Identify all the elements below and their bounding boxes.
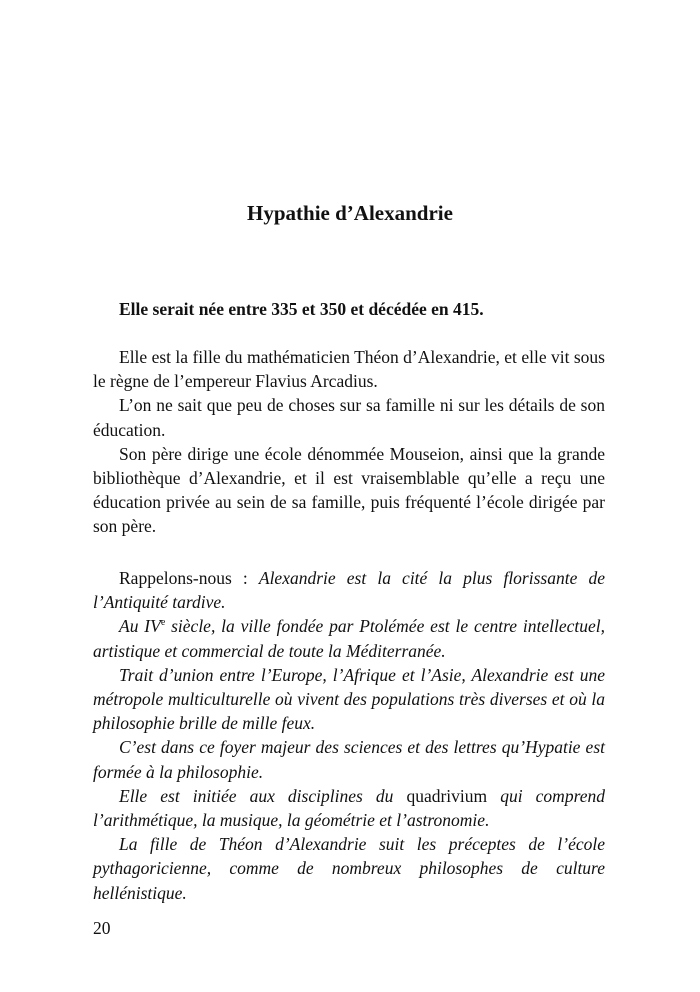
- paragraph-fourth-century: [93, 614, 605, 662]
- century-superscript: e: [160, 617, 166, 629]
- page-number: 20: [93, 918, 111, 938]
- paragraph-foyer: C’est dans ce foyer majeur des sciences et des lettres qu’Hypatie est formée à la philosophie.: [93, 737, 605, 782]
- century-text: siècle, la ville fondée par Ptolémée est le centre intellectuel, artistique et commercial de toute la Méditerranée.: [93, 616, 605, 661]
- century-label: Au IV: [119, 616, 161, 637]
- biography-section: [93, 345, 605, 539]
- rappelons-text: Alexandrie est la cité la plus florissante de l’Antiquité tardive.: [93, 568, 605, 613]
- rappelons-intro: Rappelons-nous :: [119, 568, 259, 588]
- paragraph-education: Son père dirige une école dénommée Mouseion, ainsi que la grande bibliothèque d’Alexandrie, et il est vraisemblable qu’elle a reçu une éducation privée au sein de sa famille, puis fréquenté l’école dirigée par son père.: [93, 443, 605, 537]
- quadrivium-term: quadrivium: [406, 785, 488, 806]
- paragraph-father: Elle est la fille du mathématicien Théon d’Alexandrie, et elle vit sous le règne de l’empereur Flavius Arcadius.: [93, 347, 605, 392]
- paragraph-quadrivium: [93, 784, 605, 832]
- birth-death-dates: Elle serait née entre 335 et 350 et décédée en 415.: [119, 299, 484, 319]
- alexandria-context-section: [93, 566, 605, 905]
- paragraph-family: L’on ne sait que peu de choses sur sa famille ni sur les détails de son éducation.: [93, 395, 605, 440]
- paragraph-pythagoricienne: La fille de Théon d’Alexandrie suit les préceptes de l’école pythagoricienne, comme de nombreux philosophes de culture hellénistique.: [93, 834, 605, 903]
- chapter-title: Hypathie d’Alexandrie: [247, 201, 453, 225]
- quadrivium-text: qui comprend l’arithmétique, la musique, la géométrie et l’astronomie.: [93, 785, 605, 831]
- lead-paragraph: [93, 297, 605, 321]
- paragraph-rappelons: [93, 566, 605, 614]
- paragraph-metropole: Trait d’union entre l’Europe, l’Afrique et l’Asie, Alexandrie est une métropole multiculturelle où vivent des populations très diverses et où la philosophie brille de mille feux.: [93, 664, 605, 734]
- quadrivium-intro: Elle est initiée aux disciplines du: [119, 785, 407, 806]
